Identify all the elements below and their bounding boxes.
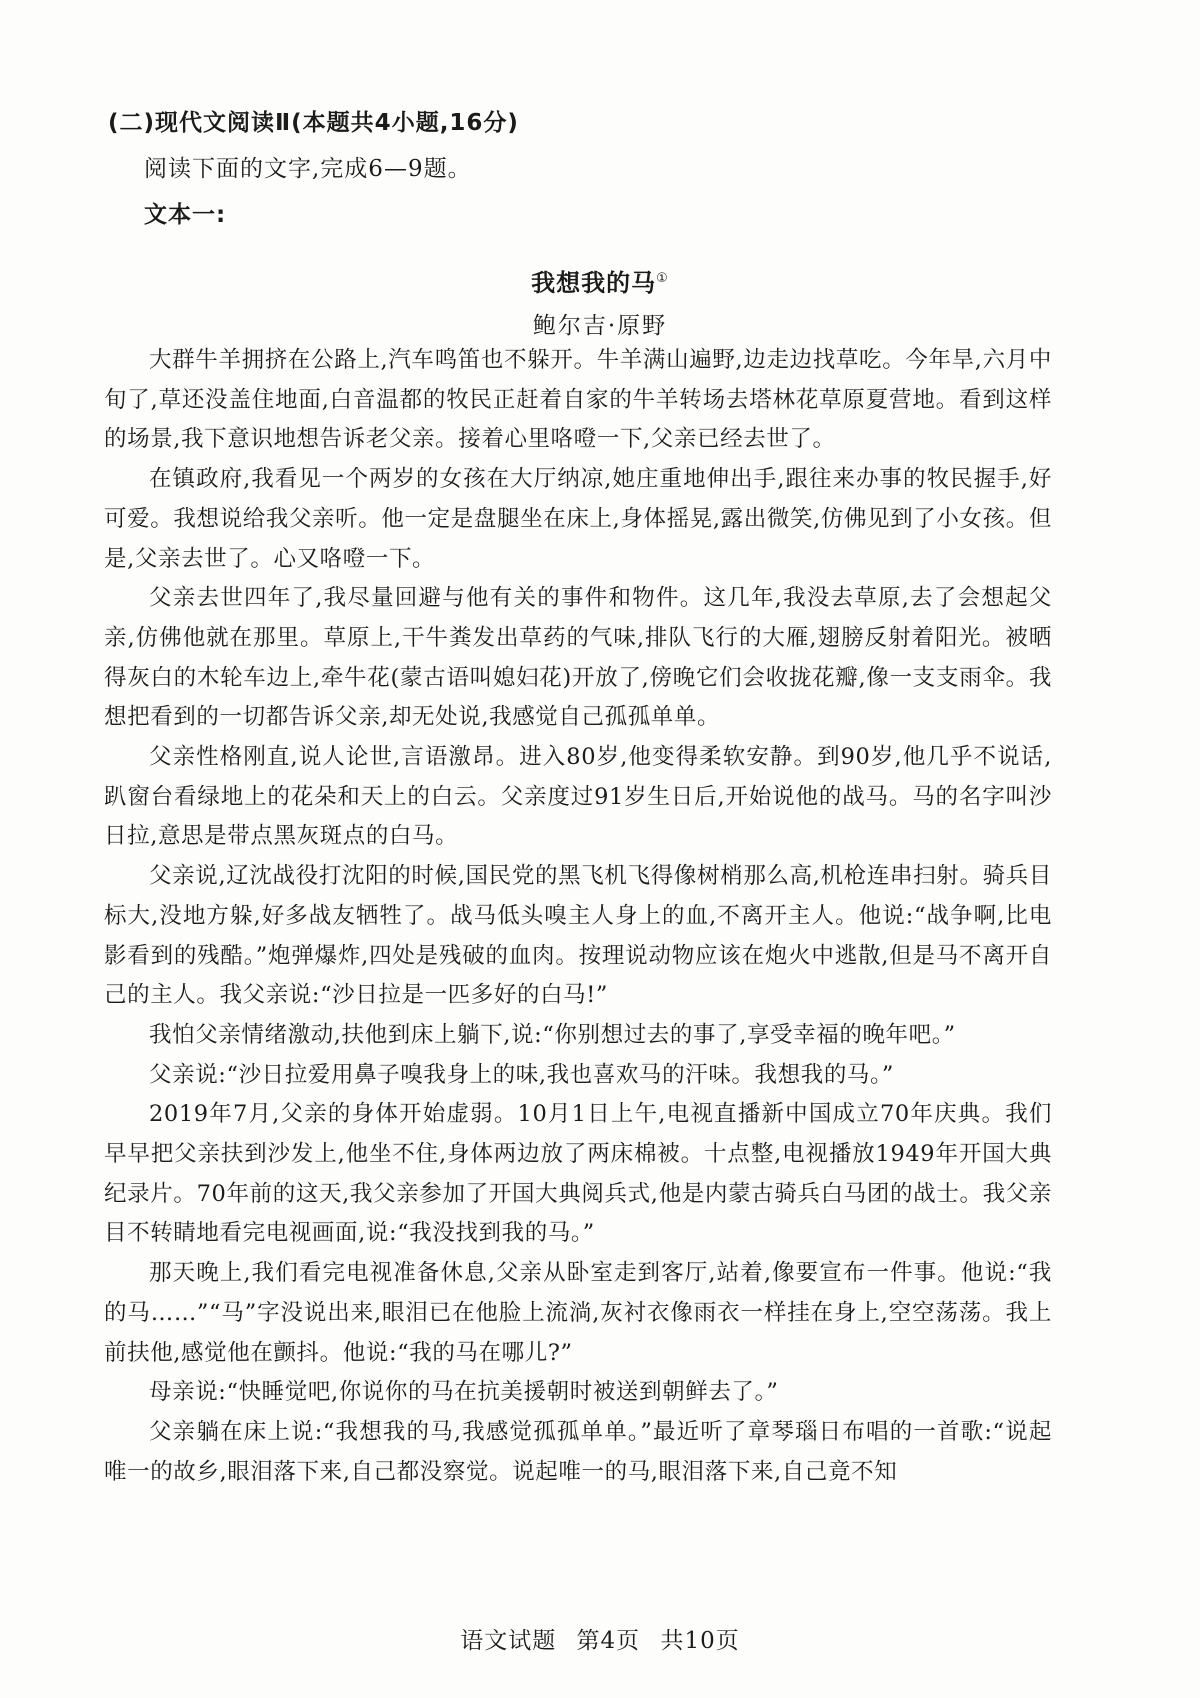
footnote-mark: ① [656,271,669,286]
footer-page-number: 第4页 [576,1628,641,1654]
article-paragraph: 2019年7月,父亲的身体开始虚弱。10月1日上午,电视直播新中国成立70年庆典。我们早早把父亲扶到沙发上,他坐不住,身体两边放了两床棉被。十点整,电视播放1949年开国大典纪录片。70年前的这天,我父亲参加了开国大典阅兵式,他是内蒙古骑兵白马团的战士。我父亲目不转睛地看完电视画面,说:“我没找到我的马。” [104,1101,1052,1247]
section-heading: (二)现代文阅读Ⅱ(本题共4小题,16分) [108,110,519,136]
article-title [0,263,1200,298]
article-paragraph: 父亲性格刚直,说人论世,言语激昂。进入80岁,他变得柔软安静。到90岁,他几乎不说话,趴窗台看绿地上的花朵和天上的白云。父亲度过91岁生日后,开始说他的战马。马的名字叫沙日拉,意思是带点黑灰斑点的白马。 [104,744,1052,850]
article-author: 鲍尔吉·原野 [532,313,668,339]
article-body [104,341,1052,1492]
footer-total-pages: 共10页 [660,1628,740,1654]
footer-subject: 语文试题 [460,1628,557,1654]
article-paragraph: 大群牛羊拥挤在公路上,汽车鸣笛也不躲开。牛羊满山遍野,边走边找草吃。今年旱,六月中旬了,草还没盖住地面,白音温都的牧民正赶着自家的牛羊转场去塔林花草原夏营地。看到这样的场景,我下意识地想告诉老父亲。接着心里咯噔一下,父亲已经去世了。 [104,347,1052,453]
page-footer [0,1622,1200,1655]
article-paragraph: 父亲说:“沙日拉爱用鼻子嗅我身上的味,我也喜欢马的汗味。我想我的马。” [149,1061,894,1088]
article-paragraph: 父亲说,辽沈战役打沈阳的时候,国民党的黑飞机飞得像树梢那么高,机枪连串扫射。骑兵目标大,没地方躲,好多战友牺牲了。战马低头嗅主人身上的血,不离开主人。他说:“战争啊,比电影看到的残酷。”炮弹爆炸,四处是残破的血肉。按理说动物应该在炮火中逃散,但是马不离开自己的主人。我父亲说:“沙日拉是一匹多好的白马!” [104,863,1052,1009]
article-paragraph: 在镇政府,我看见一个两岁的女孩在大厅纳凉,她庄重地伸出手,跟往来办事的牧民握手,好可爱。我想说给我父亲听。他一定是盘腿坐在床上,身体摇晃,露出微笑,仿佛见到了小女孩。但是,父亲去世了。心又咯噔一下。 [104,466,1052,572]
reading-instruction: 阅读下面的文字,完成6—9题。 [144,156,472,182]
article-paragraph: 那天晚上,我们看完电视准备休息,父亲从卧室走到客厅,站着,像要宣布一件事。他说:“我的马……”“马”字没说出来,眼泪已在他脸上流淌,灰衬衣像雨衣一样挂在身上,空空荡荡。我上前扶他,感觉他在颤抖。他说:“我的马在哪儿?” [104,1260,1052,1366]
article-paragraph: 父亲去世四年了,我尽量回避与他有关的事件和物件。这几年,我没去草原,去了会想起父亲,仿佛他就在那里。草原上,干牛粪发出草药的气味,排队飞行的大雁,翅膀反射着阳光。被晒得灰白的木轮车边上,牵牛花(蒙古语叫媳妇花)开放了,傍晚它们会收拢花瓣,像一支支雨伞。我想把看到的一切都告诉父亲,却无处说,我感觉自己孤孤单单。 [104,585,1052,731]
article-paragraph: 父亲躺在床上说:“我想我的马,我感觉孤孤单单。”最近听了章琴瑙日布唱的一首歌:“说起唯一的故乡,眼泪落下来,自己都没察觉。说起唯一的马,眼泪落下来,自己竟不知 [104,1418,1052,1485]
text-one-label: 文本一: [144,202,227,228]
article-paragraph: 我怕父亲情绪激动,扶他到床上躺下,说:“你别想过去的事了,享受幸福的晚年吧。” [149,1021,956,1048]
article-title-text: 我想我的马 [531,269,657,297]
article-paragraph: 母亲说:“快睡觉吧,你说你的马在抗美援朝时被送到朝鲜去了。” [149,1379,779,1406]
